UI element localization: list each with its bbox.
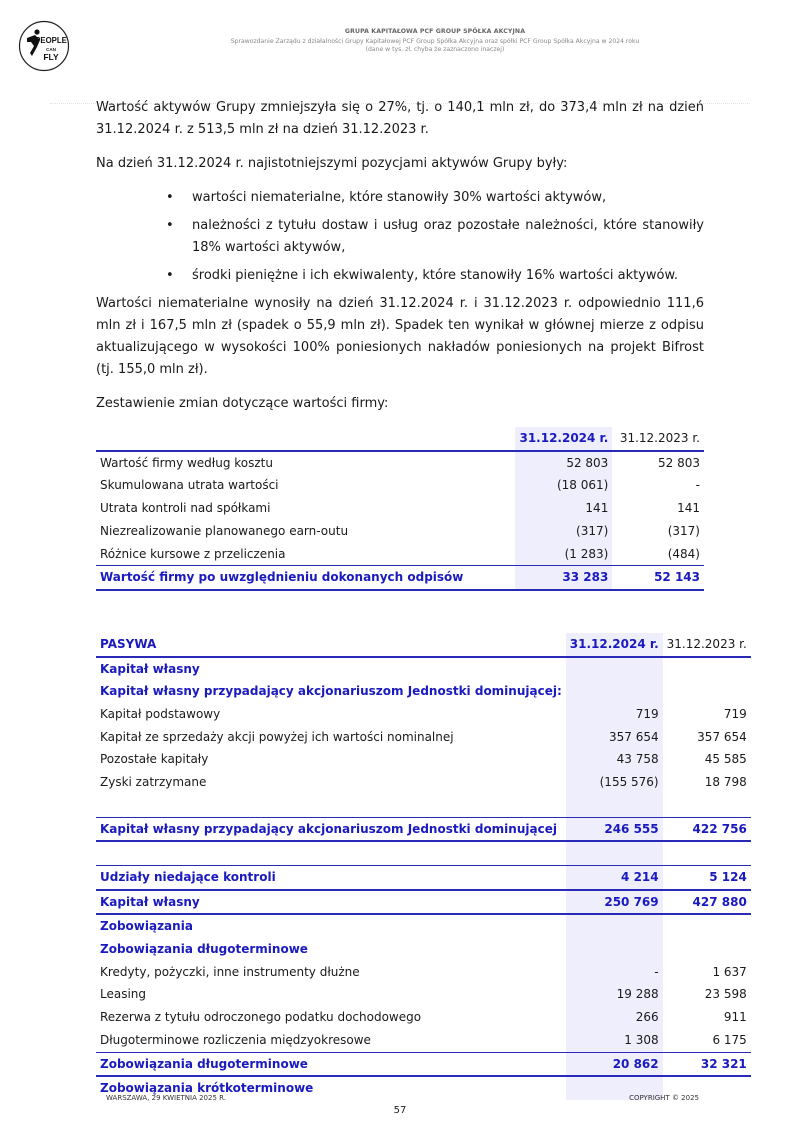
section-heading-row: Zobowiązania [96, 914, 751, 938]
svg-text:FLY: FLY [43, 52, 59, 62]
table-total-row: Kapitał własny 250 769 427 880 [96, 890, 751, 915]
section-heading-row: Zobowiązania krótkoterminowe [96, 1076, 751, 1100]
table-row: Kredyty, pożyczki, inne instrumenty dłużne - 1 637 [96, 961, 751, 984]
report-company-title: GRUPA KAPITAŁOWA PCF GROUP SPÓŁKA AKCYJNA [344, 28, 526, 35]
column-header-2023: 31.12.2023 r. [612, 427, 704, 451]
table-row: Różnice kursowe z przeliczenia (1 283) (484) [96, 543, 704, 566]
table-total-row: Wartość firmy po uwzględnieniu dokonanych odpisów 33 283 52 143 [96, 566, 704, 590]
footer-copyright: COPYRIGHT © 2025 [629, 1094, 699, 1102]
section-heading-row: Kapitał własny przypadający akcjonariuszom Jednostki dominującej: [96, 680, 751, 703]
table-row: Długoterminowe rozliczenia międzyokresowe 1 308 6 175 [96, 1029, 751, 1052]
table-row: Utrata kontroli nad spółkami 141 141 [96, 497, 704, 520]
table-row: Rezerwa z tytułu odroczonego podatku dochodowego 266 911 [96, 1006, 751, 1029]
table-subtotal-row: Zobowiązania długoterminowe 20 862 32 321 [96, 1052, 751, 1076]
goodwill-intro: Zestawienie zmian dotyczące wartości firmy: [96, 396, 389, 411]
page-number: 57 [393, 1105, 407, 1116]
list-item: • należności z tytułu dostaw i usług oraz pozostałe należności, które stanowiły 18% wartości aktywów, [192, 215, 704, 259]
table-row: Wartość firmy według kosztu 52 803 52 803 [96, 451, 704, 475]
column-header-2024: 31.12.2024 r. [515, 427, 612, 451]
assets-change-paragraph: Wartość aktywów Grupy zmniejszyła się o 27%, tj. o 140,1 mln zł, do 373,4 mln zł na dzień 31.12.2024 r. z 513,5 mln zł na dzień 31.12.2023 r. [96, 100, 704, 137]
key-assets-intro: Na dzień 31.12.2024 r. najistotniejszymi pozycjami aktywów Grupy były: [96, 156, 568, 171]
goodwill-table [96, 427, 704, 591]
table-row: Skumulowana utrata wartości (18 061) - [96, 474, 704, 497]
page-header [0, 0, 800, 104]
footer-place-date: WARSZAWA, 29 KWIETNIA 2025 R. [106, 1094, 226, 1102]
table-row: Kapitał ze sprzedaży akcji powyżej ich wartości nominalnej 357 654 357 654 [96, 726, 751, 749]
section-heading-row: Zobowiązania długoterminowe [96, 938, 751, 961]
section-heading-row: Kapitał własny [96, 657, 751, 681]
report-units-note: (dane w tys. zł, chyba że zaznaczono inaczej) [365, 46, 505, 53]
pasywa-header: PASYWA [96, 633, 566, 657]
company-logo [18, 20, 70, 72]
table-row: Zyski zatrzymane (155 576) 18 798 [96, 771, 751, 794]
svg-text:PEOPLE: PEOPLE [35, 36, 67, 45]
table-header-row [96, 427, 704, 451]
liabilities-table [96, 633, 751, 1100]
table-row: Pozostałe kapitały 43 758 45 585 [96, 748, 751, 771]
svg-text:CAN: CAN [46, 47, 56, 52]
table-row: Leasing 19 288 23 598 [96, 983, 751, 1006]
table-row: Niezrealizowanie planowanego earn-outu (317) (317) [96, 520, 704, 543]
column-header-2024: 31.12.2024 r. [566, 633, 663, 657]
list-item: • wartości niematerialne, które stanowiły 30% wartości aktywów, [192, 187, 704, 209]
table-row: Kapitał podstawowy 719 719 [96, 703, 751, 726]
intangibles-paragraph: Wartości niematerialne wynosiły na dzień 31.12.2024 r. i 31.12.2023 r. odpowiednio 111,6 mln zł i 167,5 mln zł (spadek o 55,9 mln zł). Spadek ten wynikał w głównej mierze z odpisu aktualizującego w wysokości 100% poniesionych nakładów poniesionych na projekt Bifrost (tj. 155,0 mln zł). [96, 296, 704, 377]
page-content [96, 97, 747, 1100]
key-assets-list [96, 187, 704, 287]
table-subtotal-row: Udziały niedające kontroli 4 214 5 124 [96, 865, 751, 889]
table-header-row [96, 633, 751, 657]
column-header-2023: 31.12.2023 r. [663, 633, 751, 657]
list-item: • środki pieniężne i ich ekwiwalenty, które stanowiły 16% wartości aktywów. [192, 265, 704, 287]
report-subtitle: Sprawozdanie Zarządu z działalności Grupy Kapitałowej PCF Group Spółka Akcyjna oraz spółki PCF Group Spółka Akcyjna w 2024 roku [230, 38, 640, 45]
table-subtotal-row: Kapitał własny przypadający akcjonariuszom Jednostki dominującej 246 555 422 756 [96, 817, 751, 841]
